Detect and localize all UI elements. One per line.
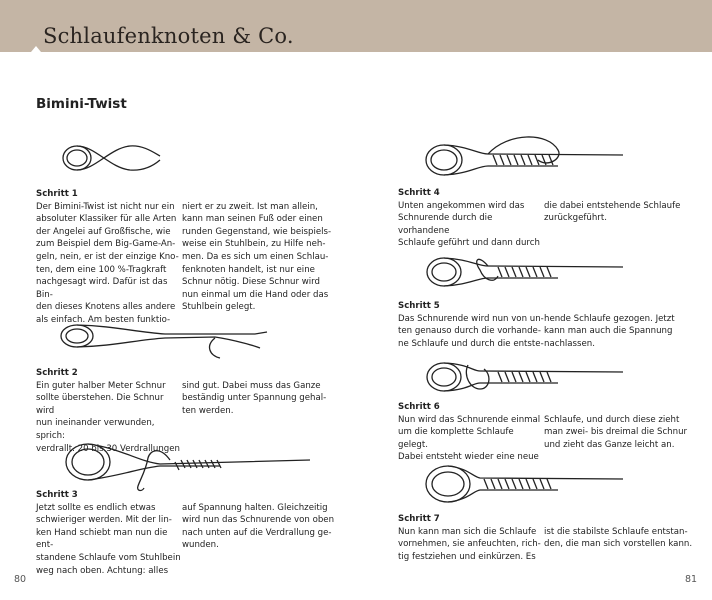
step-text-col2: die dabei entstehende Schlaufe zurückgeführt. <box>544 200 681 224</box>
knot-illustration-step-5 <box>418 250 628 296</box>
step-7 <box>398 513 692 563</box>
step-3 <box>36 489 334 577</box>
step-text-col2: Schlaufe, und durch diese zieht man zwei- bis dreimal die Schnur und zieht das Ganze leicht an. <box>544 414 688 450</box>
step-label: Schritt 1 <box>36 189 78 199</box>
knot-illustration-step-7 <box>418 460 628 510</box>
chapter-title: Schlaufenknoten & Co. <box>43 24 294 48</box>
step-label: Schritt 7 <box>398 514 440 524</box>
section-title: Bimini-Twist <box>36 96 127 112</box>
step-text-col1: Der Bimini-Twist ist nicht nur ein absoluter Klassiker für alle Arten der Angelei auf Großfische, wie zum Beispiel dem Big-Game-An- geln, nein, er ist der einzige Kno- ten, dem eine 100 %-Tragkraft nachgesagt wird. Dafür ist das Bin- den dieses Knotens alles andere als einfach. Am besten funktio- <box>36 201 179 325</box>
step-label: Schritt 4 <box>398 188 440 198</box>
knot-illustration-step-4 <box>418 128 628 186</box>
step-label: Schritt 3 <box>36 490 78 500</box>
step-4 <box>398 187 680 250</box>
step-text-col2: hende Schlaufe gezogen. Jetzt kann man auch die Spannung nachlassen. <box>544 313 675 349</box>
step-text-col2: auf Spannung halten. Gleichzeitig wird nun das Schnurende von oben nach unten auf die Verdrallung ge- wunden. <box>182 502 335 551</box>
page-number-left: 80 <box>14 574 27 585</box>
step-1 <box>36 188 331 327</box>
step-text-col2: ist die stabilste Schlaufe entstan- den, die man sich vorstellen kann. <box>544 526 693 550</box>
step-text-col1: Das Schnurende wird nun von un- ten genauso durch die vorhande- ne Schlaufe und durch die entste- <box>398 313 544 349</box>
step-text-col1: Ein guter halber Meter Schnur sollte überstehen. Die Schnur wird nun ineinander verwunden, sprich: verdrallt. 20 bis 30 Verdrallungen <box>36 380 180 454</box>
step-text-col1: Jetzt sollte es endlich etwas schwieriger werden. Mit der lin- ken Hand schiebt man nun die ent- standene Schlaufe vom Stuhlbein weg nach oben. Achtung: alles <box>36 502 181 576</box>
step-text-col2: niert er zu zweit. Ist man allein, kann man seinen Fuß oder einen runden Gegenstand, wie beispiels- weise ein Stuhlbein, zu Hilfe neh- men. Da es sich um einen Schlau- fenknoten handelt, ist nur eine Schnur nötig. Diese Schnur wird nun einmal um die Hand oder das Stuhlbein gelegt. <box>182 201 332 313</box>
step-text-col1: Nun wird das Schnurende einmal um die komplette Schlaufe gelegt. Dabei entsteht wieder eine neue <box>398 414 541 463</box>
step-label: Schritt 2 <box>36 368 78 378</box>
knot-illustration-step-6 <box>418 355 628 401</box>
step-5 <box>398 300 675 350</box>
knot-illustration-step-1 <box>55 138 165 184</box>
step-label: Schritt 6 <box>398 402 440 412</box>
step-6 <box>398 401 687 464</box>
step-label: Schritt 5 <box>398 301 440 311</box>
step-text-col1: Unten angekommen wird das Schnurende durch die vorhandene Schlaufe geführt und dann durch <box>398 200 540 249</box>
step-2 <box>36 367 326 455</box>
step-text-col1: Nun kann man sich die Schlaufe vornehmen, sie anfeuchten, rich- tig festziehen und einkürzen. Es <box>398 526 541 562</box>
page-number-right: 81 <box>685 574 698 585</box>
header-notch <box>31 46 41 52</box>
step-text-col2: sind gut. Dabei muss das Ganze beständig unter Spannung gehal- ten werden. <box>182 380 327 416</box>
